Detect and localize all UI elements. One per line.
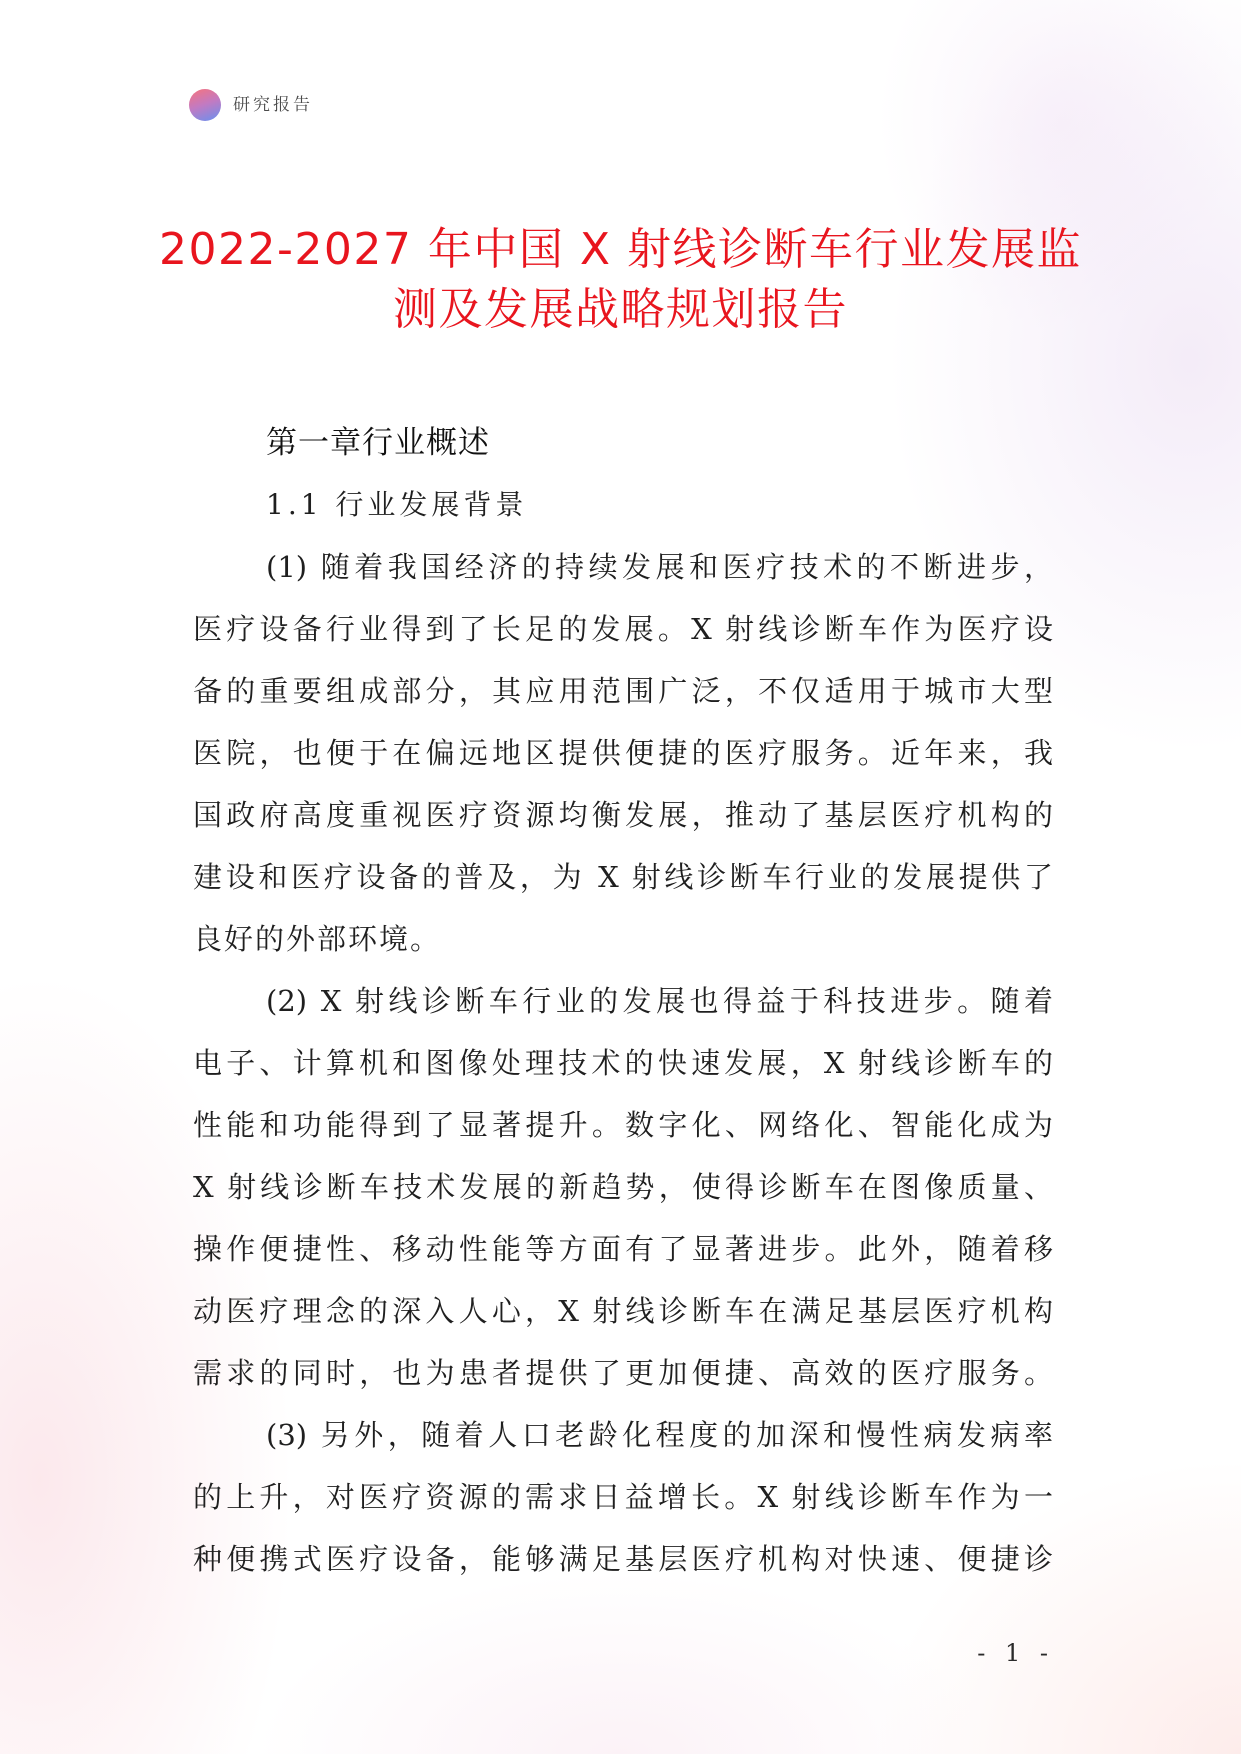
paragraph-2 <box>193 970 1053 1404</box>
body-line: (2) X 射线诊断车行业的发展也得益于科技进步。随着 <box>266 984 1053 1018</box>
body-line: 操作便捷性、移动性能等方面有了显著进步。此外，随着移 <box>193 1232 1053 1266</box>
body-line: 需求的同时，也为患者提供了更加便捷、高效的医疗服务。 <box>193 1356 1053 1390</box>
body-line: 的上升，对医疗资源的需求日益增长。X 射线诊断车作为一 <box>193 1480 1053 1514</box>
body-line: 电子、计算机和图像处理技术的快速发展，X 射线诊断车的 <box>193 1046 1053 1080</box>
body-line: 医疗设备行业得到了长足的发展。X 射线诊断车作为医疗设 <box>193 612 1053 646</box>
page-number: - 1 - <box>977 1639 1054 1667</box>
header-label: 研究报告 <box>233 95 313 115</box>
body-line: (1) 随着我国经济的持续发展和医疗技术的不断进步， <box>266 550 1053 584</box>
body-line: 动医疗理念的深入人心，X 射线诊断车在满足基层医疗机构 <box>193 1294 1053 1328</box>
gradient-circle-logo-icon <box>189 89 221 121</box>
document-title <box>0 220 1241 340</box>
body-line: 备的重要组成部分，其应用范围广泛，不仅适用于城市大型 <box>193 674 1053 708</box>
paragraph-1 <box>193 536 1053 970</box>
body-line: X 射线诊断车技术发展的新趋势，使得诊断车在图像质量、 <box>193 1170 1053 1204</box>
chapter-heading: 第一章行业概述 <box>266 425 490 461</box>
body-line: 良好的外部环境。 <box>193 922 442 956</box>
body-line: 性能和功能得到了显著提升。数字化、网络化、智能化成为 <box>193 1108 1053 1142</box>
body-line: 国政府高度重视医疗资源均衡发展，推动了基层医疗机构的 <box>193 798 1053 832</box>
title-line-1: 2022-2027 年中国 X 射线诊断车行业发展监 <box>159 224 1082 275</box>
body-line: 建设和医疗设备的普及，为 X 射线诊断车行业的发展提供了 <box>193 860 1053 894</box>
title-line-2: 测及发展战略规划报告 <box>393 284 848 335</box>
section-heading: 1.1 行业发展背景 <box>266 488 528 521</box>
body-line: 医院，也便于在偏远地区提供便捷的医疗服务。近年来，我 <box>193 736 1053 770</box>
paragraph-3 <box>193 1404 1053 1590</box>
body-line: 种便携式医疗设备，能够满足基层医疗机构对快速、便捷诊 <box>193 1542 1053 1576</box>
body-line: (3) 另外，随着人口老龄化程度的加深和慢性病发病率 <box>266 1418 1053 1452</box>
document-body <box>193 412 1053 1590</box>
